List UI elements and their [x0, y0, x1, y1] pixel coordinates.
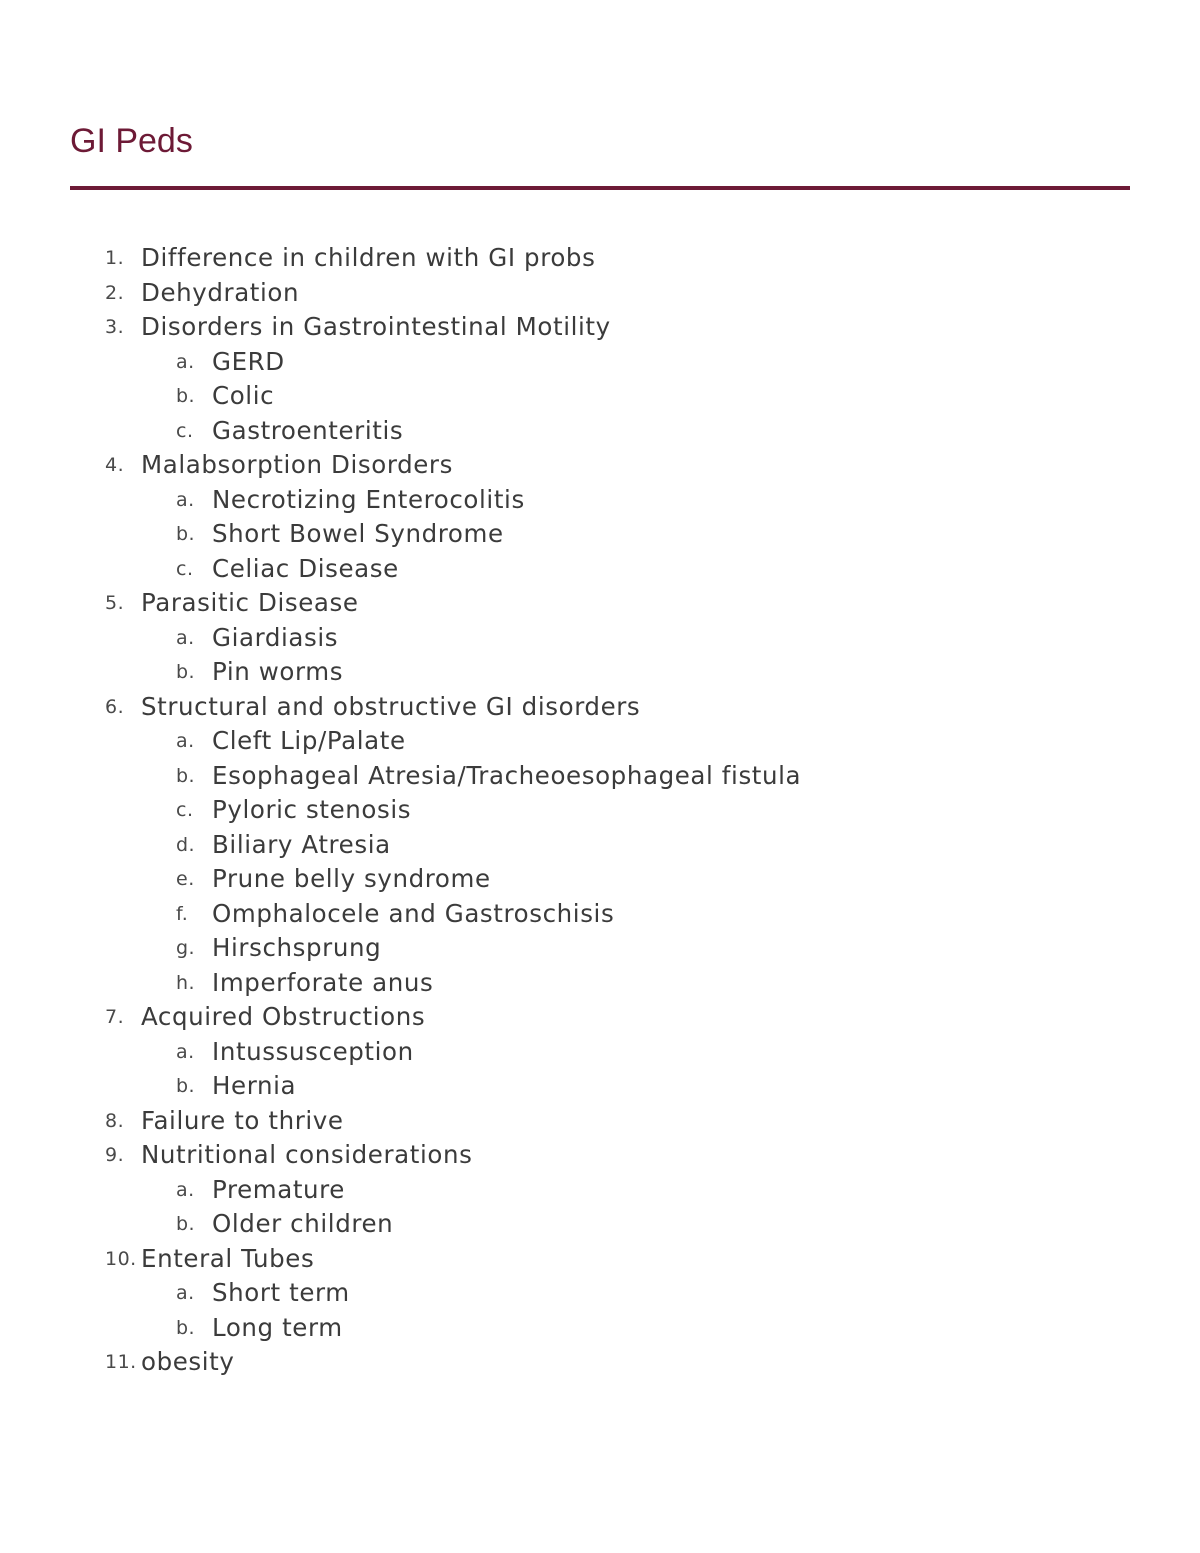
list-letter: a. — [176, 730, 195, 752]
list-letter: a. — [176, 488, 195, 511]
outline-item-level-2 — [0, 1173, 1200, 1208]
list-item-text: Intussusception — [212, 1036, 414, 1066]
outline-item-level-2 — [0, 793, 1200, 828]
list-letter: b. — [176, 764, 196, 787]
list-letter: b. — [176, 661, 196, 683]
outline-item-level-1 — [0, 690, 1200, 725]
list-letter: b. — [176, 1075, 196, 1097]
outline-item-level-2 — [0, 517, 1200, 552]
outline-item-level-2 — [0, 621, 1200, 656]
outline-item-level-2 — [0, 414, 1200, 449]
list-item-text: Older children — [212, 1209, 394, 1238]
outline-item-level-2 — [0, 759, 1200, 794]
list-number: 2. — [105, 281, 125, 304]
list-number: 6. — [105, 695, 125, 718]
list-item-text: Enteral Tubes — [141, 1243, 315, 1273]
list-number: 1. — [105, 247, 125, 269]
list-item-text: Necrotizing Enterocolitis — [212, 484, 525, 514]
outline-item-level-2 — [0, 1311, 1200, 1346]
list-number: 9. — [105, 1144, 125, 1166]
list-item-text: Biliary Atresia — [212, 829, 391, 859]
list-letter: h. — [176, 971, 196, 994]
list-number: 5. — [105, 592, 125, 614]
list-letter: g. — [176, 937, 196, 959]
outline-item-level-2 — [0, 1276, 1200, 1311]
list-item-text: Celiac Disease — [212, 553, 399, 583]
outline-item-level-2 — [0, 897, 1200, 932]
list-item-text: Giardiasis — [212, 622, 339, 652]
outline-item-level-1 — [0, 276, 1200, 311]
list-letter: b. — [176, 385, 196, 407]
list-item-text: Hirschsprung — [212, 933, 382, 962]
list-item-text: Structural and obstructive GI disorders — [141, 691, 641, 721]
outline-item-level-2 — [0, 379, 1200, 414]
outline-item-level-2 — [0, 724, 1200, 759]
list-letter: c. — [176, 799, 194, 821]
list-item-text: Gastroenteritis — [212, 415, 404, 445]
outline-item-level-1 — [0, 1000, 1200, 1035]
list-item-text: Long term — [212, 1312, 343, 1342]
list-number: 11. — [105, 1351, 137, 1373]
list-number: 3. — [105, 316, 125, 338]
outline-item-level-2 — [0, 966, 1200, 1001]
list-item-text: Disorders in Gastrointestinal Motility — [141, 312, 611, 341]
list-item-text: Hernia — [212, 1071, 297, 1100]
outline-item-level-1 — [0, 1138, 1200, 1173]
list-item-text: Colic — [212, 381, 275, 410]
list-item-text: Nutritional considerations — [141, 1140, 473, 1169]
list-item-text: Malabsorption Disorders — [141, 450, 453, 479]
outline-item-level-1 — [0, 586, 1200, 621]
list-item-text: Dehydration — [141, 277, 300, 307]
list-item-text: Omphalocele and Gastroschisis — [212, 898, 615, 928]
outline-item-level-2 — [0, 1035, 1200, 1070]
list-letter: a. — [176, 626, 195, 649]
list-item-text: Parasitic Disease — [141, 588, 359, 617]
list-letter: d. — [176, 833, 196, 856]
outline-item-level-2 — [0, 931, 1200, 966]
list-letter: b. — [176, 1316, 196, 1339]
list-letter: a. — [176, 1282, 195, 1304]
list-item-text: Acquired Obstructions — [141, 1002, 426, 1031]
list-item-text: Failure to thrive — [141, 1105, 344, 1135]
list-letter: b. — [176, 523, 196, 545]
list-letter: a. — [176, 350, 195, 373]
list-letter: a. — [176, 1178, 195, 1201]
outline-item-level-2 — [0, 862, 1200, 897]
outline-item-level-2 — [0, 552, 1200, 587]
list-letter: c. — [176, 557, 194, 580]
outline-item-level-1 — [0, 1345, 1200, 1380]
list-letter: f. — [176, 902, 189, 925]
outline-item-level-1 — [0, 1104, 1200, 1139]
list-item-text: Pin worms — [212, 657, 344, 686]
outline-item-level-2 — [0, 483, 1200, 518]
list-item-text: Cleft Lip/Palate — [212, 726, 406, 755]
list-letter: e. — [176, 868, 195, 890]
list-number: 4. — [105, 454, 125, 476]
title-divider — [70, 186, 1130, 190]
topic-outline — [0, 241, 1200, 1380]
outline-item-level-1 — [0, 1242, 1200, 1277]
outline-item-level-2 — [0, 1207, 1200, 1242]
list-item-text: Short Bowel Syndrome — [212, 519, 504, 548]
list-item-text: Premature — [212, 1174, 345, 1204]
list-item-text: Difference in children with GI probs — [141, 243, 596, 272]
page-title: GI Peds — [70, 122, 193, 160]
outline-item-level-2 — [0, 345, 1200, 380]
list-item-text: Prune belly syndrome — [212, 864, 491, 893]
list-number: 8. — [105, 1109, 125, 1132]
list-item-text: Pyloric stenosis — [212, 795, 412, 824]
outline-item-level-2 — [0, 1069, 1200, 1104]
list-item-text: GERD — [212, 346, 285, 376]
list-number: 7. — [105, 1006, 125, 1028]
outline-item-level-1 — [0, 241, 1200, 276]
outline-item-level-2 — [0, 828, 1200, 863]
list-item-text: Short term — [212, 1278, 350, 1307]
list-item-text: Esophageal Atresia/Tracheoesophageal fistula — [212, 760, 802, 790]
outline-item-level-2 — [0, 655, 1200, 690]
outline-item-level-1 — [0, 310, 1200, 345]
list-letter: b. — [176, 1213, 196, 1235]
list-item-text: obesity — [141, 1347, 235, 1376]
outline-item-level-1 — [0, 448, 1200, 483]
list-item-text: Imperforate anus — [212, 967, 434, 997]
list-letter: c. — [176, 419, 194, 442]
list-letter: a. — [176, 1040, 195, 1063]
list-number: 10. — [105, 1247, 137, 1270]
